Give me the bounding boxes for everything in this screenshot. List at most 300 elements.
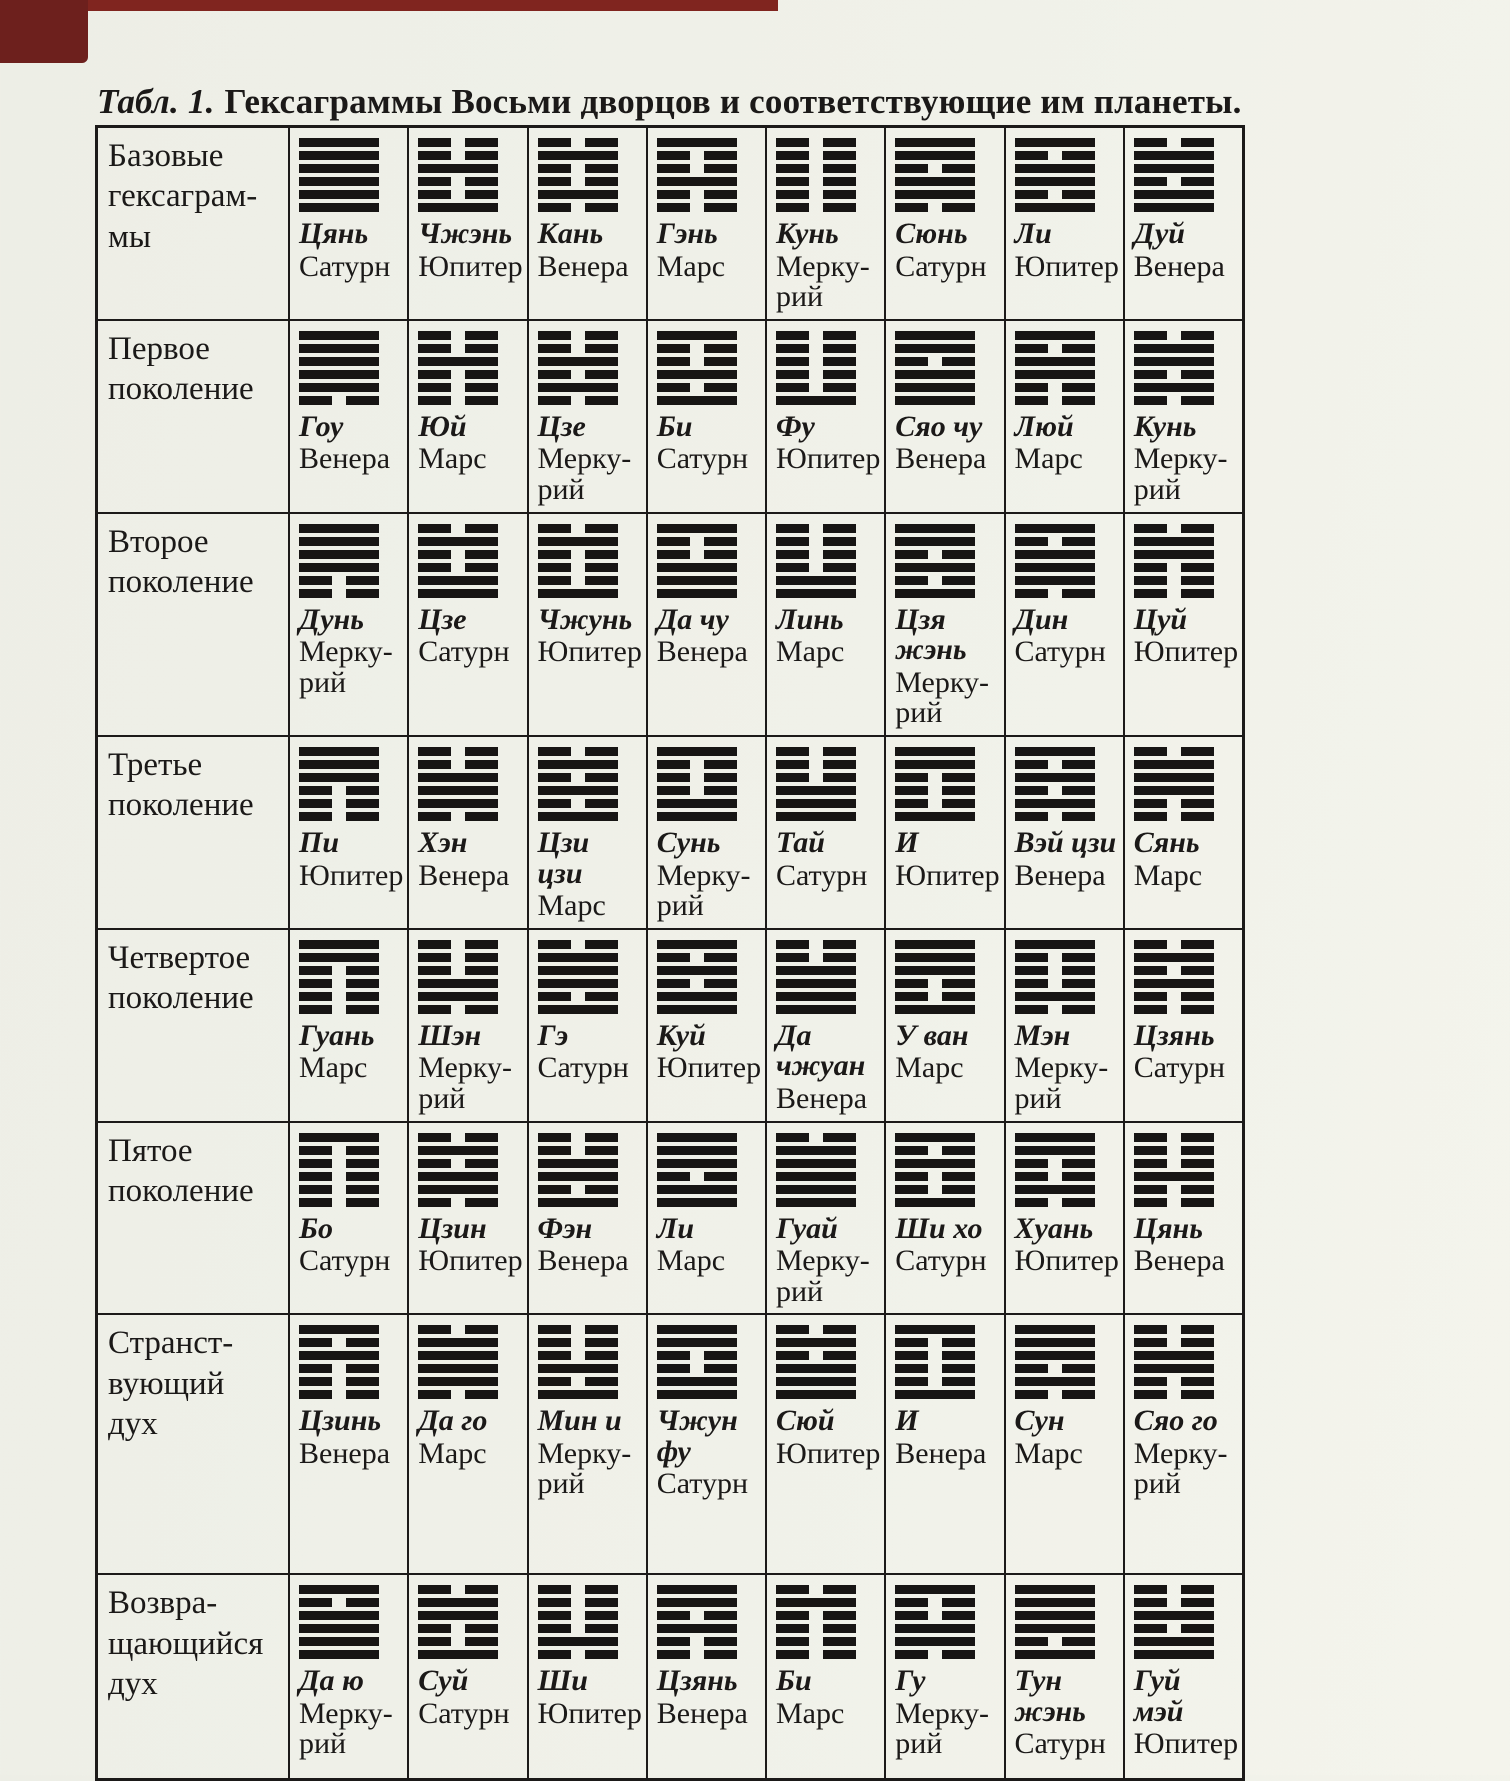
hexagram-figure [895, 138, 975, 212]
yin-line-icon [657, 550, 737, 559]
hexagram-name: Цзи цзи [537, 825, 590, 890]
yin-line-icon [776, 940, 856, 949]
hexagram-cell [884, 928, 1003, 1121]
hexagram-figure [1015, 138, 1095, 212]
planet-name: Сатурн [418, 1696, 510, 1730]
yin-line-icon [299, 799, 379, 808]
hexagram-cell [407, 1121, 526, 1314]
hexagram-figure [299, 1585, 379, 1659]
yang-line-icon [895, 1133, 975, 1142]
hexagram-name: Гуань [299, 1018, 375, 1052]
hexagram-cell [884, 128, 1003, 319]
planet-name: Венера [656, 635, 748, 669]
yin-line-icon [1134, 1585, 1214, 1594]
planet-name: Юпитер [1014, 249, 1119, 283]
hexagram-figure [299, 1133, 379, 1207]
yang-line-icon [776, 966, 856, 975]
yang-line-icon [657, 799, 737, 808]
planet-name: Венера [776, 1081, 868, 1115]
yin-line-icon [418, 524, 498, 533]
yin-line-icon [299, 992, 379, 1001]
hexagram-figure [418, 940, 498, 1014]
hexagram-cell [527, 512, 646, 735]
yang-line-icon [1015, 1325, 1095, 1334]
yin-line-icon [538, 138, 618, 147]
hexagram-cell [884, 735, 1003, 928]
yang-line-icon [1015, 203, 1095, 212]
yin-line-icon [538, 1325, 618, 1334]
yin-line-icon [1134, 1146, 1214, 1155]
planet-name: Марс [776, 1696, 845, 1730]
yang-line-icon [418, 1598, 498, 1607]
planet-name: Марс [895, 1051, 964, 1085]
yang-line-icon [418, 1611, 498, 1620]
hexagram-figure [299, 138, 379, 212]
yin-line-icon [895, 1185, 975, 1194]
yang-line-icon [1134, 357, 1214, 366]
yin-line-icon [1134, 992, 1214, 1001]
yin-line-icon [299, 1377, 379, 1386]
yin-line-icon [418, 1637, 498, 1646]
hexagram-name: Сяо чу [895, 409, 983, 443]
hexagram-name: Кань [537, 217, 604, 250]
yang-line-icon [657, 1325, 737, 1334]
planet-name: Сатурн [1014, 635, 1106, 669]
hexagram-name: Дин [1014, 602, 1069, 636]
yang-line-icon [1015, 1598, 1095, 1607]
yang-line-icon [657, 331, 737, 340]
yin-line-icon [538, 1598, 618, 1607]
yang-line-icon [299, 357, 379, 366]
yin-line-icon [776, 537, 856, 546]
yin-line-icon [1134, 177, 1214, 186]
yin-line-icon [776, 383, 856, 392]
yang-line-icon [538, 537, 618, 546]
row-label: Первое поколение [98, 319, 288, 512]
hexagram-cell [527, 735, 646, 928]
hexagram-figure [776, 1325, 856, 1399]
hexagram-cell [884, 1121, 1003, 1314]
hexagram-figure [1015, 1585, 1095, 1659]
yin-line-icon [538, 1338, 618, 1347]
yang-line-icon [657, 1185, 737, 1194]
hexagram-cell [1123, 1573, 1242, 1778]
planet-name: Юпитер [537, 1696, 642, 1730]
hexagram-cell [765, 1573, 884, 1778]
yang-line-icon [538, 1005, 618, 1014]
yin-line-icon [1134, 576, 1214, 585]
planet-name: Сатурн [895, 1244, 987, 1278]
planet-name: Мерку-рий [776, 1244, 870, 1308]
yang-line-icon [657, 1585, 737, 1594]
yang-line-icon [1015, 1146, 1095, 1155]
yang-line-icon [299, 1637, 379, 1646]
hexagram-cell [765, 128, 884, 319]
yin-line-icon [657, 537, 737, 546]
hexagram-figure [418, 1585, 498, 1659]
hexagram-name: Чжунь [537, 602, 633, 636]
yin-line-icon [538, 1377, 618, 1386]
yang-line-icon [895, 1390, 975, 1399]
hexagram-figure [1015, 940, 1095, 1014]
yin-line-icon [418, 812, 498, 821]
yang-line-icon [1134, 760, 1214, 769]
hexagram-cell [1123, 735, 1242, 928]
yin-line-icon [657, 1172, 737, 1181]
planet-name: Сатурн [656, 442, 749, 476]
yin-line-icon [538, 550, 618, 559]
yang-line-icon [1015, 1351, 1095, 1360]
yin-line-icon [776, 563, 856, 572]
yang-line-icon [1015, 357, 1095, 366]
yin-line-icon [1015, 1005, 1095, 1014]
yang-line-icon [657, 1005, 737, 1014]
planet-name: Юпитер [776, 1436, 881, 1470]
yang-line-icon [776, 589, 856, 598]
yang-line-icon [1015, 1611, 1095, 1620]
yin-line-icon [1015, 786, 1095, 795]
yin-line-icon [418, 1325, 498, 1334]
yang-line-icon [1015, 576, 1095, 585]
yang-line-icon [895, 383, 975, 392]
hexagram-cell [1004, 928, 1123, 1121]
hexagram-cell [407, 928, 526, 1121]
planet-name: Мерку-рий [895, 1696, 989, 1761]
planet-name: Сатурн [418, 635, 510, 669]
yin-line-icon [657, 1364, 737, 1373]
yin-line-icon [895, 1611, 975, 1620]
yin-line-icon [776, 177, 856, 186]
yin-line-icon [1134, 1185, 1214, 1194]
yang-line-icon [895, 524, 975, 533]
yang-line-icon [299, 1650, 379, 1659]
yin-line-icon [776, 953, 856, 962]
yin-line-icon [299, 1146, 379, 1155]
hexagram-name: Би [656, 409, 693, 443]
hexagram-cell [288, 1313, 407, 1573]
yang-line-icon [895, 370, 975, 379]
planet-name: Венера [1014, 858, 1106, 892]
hexagram-name: Да го [418, 1404, 488, 1438]
yang-line-icon [299, 1133, 379, 1142]
yang-line-icon [1134, 1650, 1214, 1659]
yin-line-icon [299, 1364, 379, 1373]
planet-name: Сатурн [537, 1051, 629, 1085]
scan-edge-corner [0, 0, 88, 63]
yin-line-icon [538, 1611, 618, 1620]
yang-line-icon [299, 164, 379, 173]
yang-line-icon [418, 537, 498, 546]
hexagram-name: Ли [1014, 217, 1052, 250]
yin-line-icon [1015, 1159, 1095, 1168]
planet-name: Марс [656, 249, 726, 283]
hexagram-figure [299, 940, 379, 1014]
yin-line-icon [1134, 799, 1214, 808]
yang-line-icon [776, 1598, 856, 1607]
hexagram-figure [1134, 331, 1214, 405]
yin-line-icon [776, 550, 856, 559]
yin-line-icon [776, 1133, 856, 1142]
yang-line-icon [418, 992, 498, 1001]
hexagram-figure [1015, 331, 1095, 405]
yin-line-icon [657, 344, 737, 353]
yang-line-icon [657, 992, 737, 1001]
yang-line-icon [895, 1624, 975, 1633]
yin-line-icon [538, 773, 618, 782]
yin-line-icon [895, 1338, 975, 1347]
planet-name: Мерку-рий [537, 442, 632, 506]
hexagram-cell [884, 512, 1003, 735]
yang-line-icon [299, 151, 379, 160]
hexagram-cell [646, 128, 765, 319]
hexagram-cell [646, 1573, 765, 1778]
hexagram-cell [646, 735, 765, 928]
hexagram-name: Чжун фу [656, 1404, 738, 1468]
hexagram-cell [1004, 128, 1123, 319]
yang-line-icon [895, 331, 975, 340]
yang-line-icon [538, 1172, 618, 1181]
hexagram-name: Да чжуан [776, 1018, 866, 1083]
yang-line-icon [299, 773, 379, 782]
hexagram-cell [1004, 735, 1123, 928]
yang-line-icon [1134, 151, 1214, 160]
planet-name: Сатурн [776, 858, 868, 892]
yang-line-icon [776, 1338, 856, 1347]
yin-line-icon [1134, 747, 1214, 756]
yang-line-icon [538, 1159, 618, 1168]
yin-line-icon [418, 331, 498, 340]
yin-line-icon [538, 1650, 618, 1659]
hexagram-name: Цянь [1133, 1211, 1203, 1245]
yin-line-icon [776, 164, 856, 173]
yin-line-icon [1134, 1598, 1214, 1607]
hexagram-cell [765, 1313, 884, 1573]
hexagram-name: Цзе [537, 409, 586, 443]
yang-line-icon [895, 1637, 975, 1646]
yin-line-icon [1015, 396, 1095, 405]
yin-line-icon [538, 563, 618, 572]
planet-name: Юпитер [895, 858, 1000, 892]
planet-name: Марс [418, 442, 487, 476]
yang-line-icon [1134, 1172, 1214, 1181]
yin-line-icon [538, 1624, 618, 1633]
hexagram-name: Цянь [299, 217, 369, 250]
planet-name: Юпитер [1133, 1727, 1239, 1761]
yang-line-icon [1134, 537, 1214, 546]
hexagram-cell [1123, 512, 1242, 735]
planet-name: Марс [1014, 442, 1083, 476]
hexagram-name: Цзянь [656, 1664, 738, 1698]
yin-line-icon [1015, 589, 1095, 598]
hexagram-cell [1123, 1313, 1242, 1573]
yin-line-icon [538, 940, 618, 949]
hexagram-figure [657, 524, 737, 598]
yin-line-icon [1015, 760, 1095, 769]
yin-line-icon [657, 1650, 737, 1659]
yang-line-icon [776, 979, 856, 988]
yin-line-icon [657, 1611, 737, 1620]
hexagram-cell [646, 319, 765, 512]
yin-line-icon [895, 1351, 975, 1360]
yin-line-icon [1134, 396, 1214, 405]
table-title [97, 82, 1242, 122]
hexagram-figure [895, 1325, 975, 1399]
planet-name: Мерку-рий [1133, 442, 1228, 506]
yang-line-icon [1015, 940, 1095, 949]
hexagram-cell [1004, 512, 1123, 735]
yin-line-icon [657, 773, 737, 782]
planet-name: Мерку-рий [1014, 1051, 1109, 1115]
hexagram-figure [538, 747, 618, 821]
yang-line-icon [895, 563, 975, 572]
yang-line-icon [1015, 747, 1095, 756]
yang-line-icon [299, 563, 379, 572]
yang-line-icon [418, 979, 498, 988]
yin-line-icon [299, 1159, 379, 1168]
hexagram-cell [765, 928, 884, 1121]
yin-line-icon [657, 760, 737, 769]
yin-line-icon [1015, 537, 1095, 546]
yang-line-icon [657, 747, 737, 756]
yang-line-icon [299, 940, 379, 949]
planet-name: Венера [299, 442, 391, 476]
hexagram-cell [527, 1313, 646, 1573]
yang-line-icon [1015, 799, 1095, 808]
hexagram-figure [1015, 747, 1095, 821]
yin-line-icon [1134, 1338, 1214, 1347]
yin-line-icon [1134, 331, 1214, 340]
hexagram-name: Гу [895, 1664, 926, 1698]
yin-line-icon [776, 344, 856, 353]
yin-line-icon [895, 786, 975, 795]
hexagram-cell [288, 928, 407, 1121]
row-label: Базовые гексаграм-мы [108, 138, 258, 255]
hexagram-name: Цуй [1133, 602, 1188, 636]
yin-line-icon [538, 370, 618, 379]
planet-name: Венера [299, 1436, 391, 1470]
yin-line-icon [776, 190, 856, 199]
hexagram-figure [418, 747, 498, 821]
hexagram-figure [895, 1133, 975, 1207]
yin-line-icon [1015, 151, 1095, 160]
yang-line-icon [299, 1585, 379, 1594]
yin-line-icon [1134, 138, 1214, 147]
yang-line-icon [538, 151, 618, 160]
yang-line-icon [1134, 1364, 1214, 1373]
yang-line-icon [299, 1624, 379, 1633]
yin-line-icon [1134, 1325, 1214, 1334]
yang-line-icon [657, 370, 737, 379]
yang-line-icon [1134, 164, 1214, 173]
yin-line-icon [776, 1325, 856, 1334]
yang-line-icon [1015, 1185, 1095, 1194]
hexagram-name: Сюнь [895, 217, 968, 250]
hexagram-figure [1015, 524, 1095, 598]
yang-line-icon [538, 589, 618, 598]
yang-line-icon [538, 383, 618, 392]
hexagram-figure [776, 331, 856, 405]
planet-name: Венера [418, 858, 510, 892]
planet-name: Венера [895, 442, 987, 476]
yin-line-icon [657, 190, 737, 199]
yin-line-icon [895, 1172, 975, 1181]
yang-line-icon [776, 396, 856, 405]
yin-line-icon [299, 576, 379, 585]
yang-line-icon [1015, 1377, 1095, 1386]
yin-line-icon [418, 760, 498, 769]
yin-line-icon [418, 1198, 498, 1207]
yin-line-icon [776, 524, 856, 533]
hexagram-figure [538, 940, 618, 1014]
hexagram-name: Би [776, 1664, 812, 1698]
yang-line-icon [657, 966, 737, 975]
hexagram-figure [299, 524, 379, 598]
yang-line-icon [657, 1133, 737, 1142]
row-label: Возвра-щающийся дух [98, 1573, 288, 1778]
yang-line-icon [895, 589, 975, 598]
yang-line-icon [418, 1185, 498, 1194]
table-title-text: Гексаграммы Восьми дворцов и соответствующие им планеты. [224, 82, 1242, 121]
hexagram-name: Цзинь [299, 1404, 382, 1438]
yin-line-icon [776, 1637, 856, 1646]
hexagram-cell [527, 1121, 646, 1314]
yin-line-icon [299, 1198, 379, 1207]
yang-line-icon [895, 1325, 975, 1334]
yin-line-icon [418, 1133, 498, 1142]
hexagram-name: Кунь [1133, 409, 1197, 443]
hexagram-cell [765, 319, 884, 512]
hexagram-name: Гэнь [656, 217, 718, 250]
yang-line-icon [657, 138, 737, 147]
yin-line-icon [895, 203, 975, 212]
yang-line-icon [538, 953, 618, 962]
yang-line-icon [776, 1377, 856, 1386]
yin-line-icon [895, 979, 975, 988]
yin-line-icon [657, 357, 737, 366]
hexagram-cell [646, 1313, 765, 1573]
yin-line-icon [1015, 979, 1095, 988]
yin-line-icon [895, 357, 975, 366]
yin-line-icon [1015, 1637, 1095, 1646]
hexagram-cell [884, 1573, 1003, 1778]
yang-line-icon [299, 1325, 379, 1334]
hexagram-figure [1015, 1325, 1095, 1399]
planet-name: Мерку-рий [656, 858, 751, 923]
hexagram-cell [1123, 1121, 1242, 1314]
yin-line-icon [1015, 812, 1095, 821]
hexagram-figure [895, 331, 975, 405]
yang-line-icon [299, 383, 379, 392]
hexagram-figure [538, 524, 618, 598]
hexagram-name: Кунь [776, 217, 839, 250]
yin-line-icon [776, 138, 856, 147]
yang-line-icon [776, 1364, 856, 1373]
yin-line-icon [538, 344, 618, 353]
yang-line-icon [538, 190, 618, 199]
yin-line-icon [657, 151, 737, 160]
planet-name: Сатурн [895, 249, 987, 283]
yang-line-icon [895, 747, 975, 756]
yin-line-icon [895, 1598, 975, 1607]
yang-line-icon [299, 524, 379, 533]
yang-line-icon [657, 563, 737, 572]
hexagram-figure [895, 524, 975, 598]
yin-line-icon [1015, 1172, 1095, 1181]
yin-line-icon [418, 966, 498, 975]
yang-line-icon [538, 1364, 618, 1373]
hexagram-name: Мэн [1014, 1018, 1071, 1052]
yang-line-icon [538, 786, 618, 795]
